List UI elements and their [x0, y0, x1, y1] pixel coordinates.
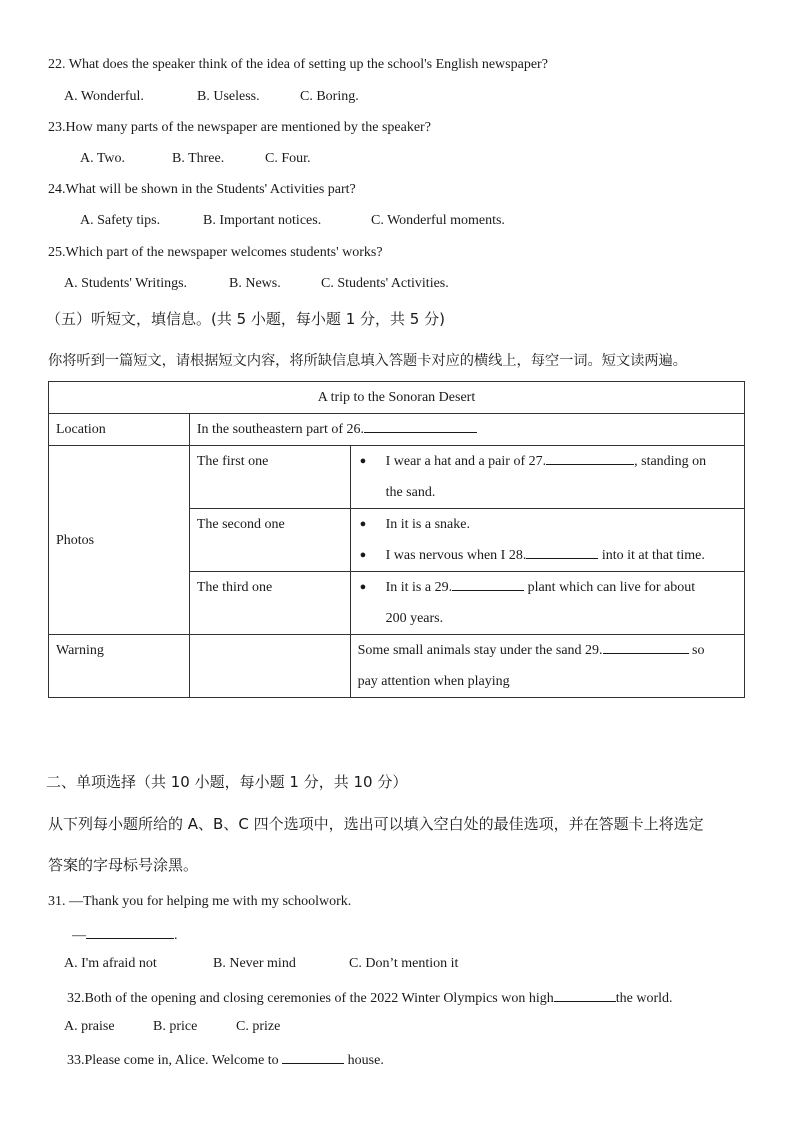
- photo2-cell: [350, 509, 744, 572]
- blank-31[interactable]: [86, 924, 174, 939]
- option-c: C. prize: [236, 1019, 281, 1034]
- option-c: C. Don’t mention it: [349, 956, 459, 971]
- question-25-options: [64, 275, 449, 293]
- photo3-text-c: 200 years.: [385, 611, 444, 626]
- question-33-stem-b: house.: [344, 1053, 384, 1068]
- table-title: A trip to the Sonoran Desert: [49, 382, 745, 414]
- photo1-cell: [350, 446, 744, 509]
- question-33-stem: [67, 1049, 384, 1070]
- question-32-stem-a: 32.Both of the opening and closing ceremonies of the 2022 Winter Olympics won high: [67, 991, 554, 1006]
- blank-30[interactable]: [603, 639, 689, 654]
- option-c: C. Students' Activities.: [321, 276, 449, 291]
- photo1-text-b: , standing on: [634, 454, 707, 469]
- photo3-text: [386, 572, 737, 634]
- option-c: C. Wonderful moments.: [371, 213, 505, 228]
- photo1-text-a: I wear a hat and a pair of 27.: [385, 454, 547, 469]
- option-b: B. Important notices.: [203, 213, 322, 228]
- warning-empty-cell: [189, 635, 350, 698]
- question-24-options: [80, 212, 505, 230]
- option-a: A. Safety tips.: [80, 213, 161, 228]
- photo2-line2-a: I was nervous when I 28.: [385, 548, 527, 563]
- photo3-cell: [350, 572, 744, 635]
- question-22-stem: 22. What does the speaker think of the idea of setting up the school's English newspaper?: [48, 57, 548, 72]
- blank-27[interactable]: [546, 450, 634, 465]
- warning-text-b: so: [688, 643, 705, 658]
- bullet-icon: ●: [359, 518, 367, 530]
- part-2-heading: 二、单项选择（共 10 小题，每小题 1 分，共 10 分）: [46, 773, 408, 791]
- option-b: B. price: [153, 1019, 198, 1034]
- blank-26[interactable]: [364, 418, 477, 433]
- blank-33[interactable]: [282, 1049, 344, 1064]
- option-c: C. Four.: [265, 151, 311, 166]
- photo3-label: The third one: [189, 572, 350, 635]
- option-b: B. Three.: [172, 151, 225, 166]
- blank-29[interactable]: [452, 576, 524, 591]
- bullet-icon: ●: [359, 549, 367, 561]
- question-22-options: [64, 88, 359, 106]
- part-2-instruction-1: 从下列每小题所给的 A、B、C 四个选项中，选出可以填入空白处的最佳选项，并在答题卡上将选定: [48, 815, 704, 833]
- blank-32[interactable]: [554, 987, 616, 1002]
- photo2-line1: In it is a snake.: [385, 517, 470, 532]
- photo3-text-b: plant which can live for about: [524, 580, 696, 595]
- photo2-line2-b: into it at that time.: [598, 548, 705, 563]
- option-b: B. Never mind: [213, 956, 296, 971]
- photo2-label: The second one: [189, 509, 350, 572]
- warning-text-a: Some small animals stay under the sand 29.: [357, 643, 603, 658]
- question-23-stem: 23.How many parts of the newspaper are mentioned by the speaker?: [48, 120, 431, 135]
- question-31-stem: 31. —Thank you for helping me with my schoolwork.: [48, 894, 352, 909]
- photo1-text-c: the sand.: [385, 485, 436, 500]
- blank-28[interactable]: [526, 544, 598, 559]
- section-5-instruction: 你将听到一篇短文，请根据短文内容，将所缺信息填入答题卡对应的横线上，每空一词。短文读两遍。: [48, 353, 687, 369]
- question-31-options: [64, 955, 458, 973]
- question-32-stem: [67, 987, 673, 1008]
- bullet-icon: ●: [359, 455, 367, 467]
- option-a: A. Two.: [80, 151, 126, 166]
- option-a: A. I'm afraid not: [64, 956, 157, 971]
- question-23-options: [80, 150, 311, 168]
- location-cell: [189, 414, 744, 446]
- option-b: B. Useless.: [197, 89, 260, 104]
- reply-dash: —: [72, 928, 86, 943]
- option-a: A. Students' Writings.: [64, 276, 188, 291]
- bullet-icon: ●: [359, 581, 367, 593]
- photo2-line2: [386, 540, 705, 571]
- question-32-options: [64, 1018, 280, 1036]
- option-c: C. Boring.: [300, 89, 359, 104]
- warning-text-c: pay attention when playing: [357, 674, 510, 689]
- option-a: A. praise: [64, 1019, 115, 1034]
- question-31-reply: [72, 924, 178, 945]
- warning-cell: [350, 635, 744, 698]
- location-label: Location: [49, 414, 190, 446]
- trip-table: [48, 381, 745, 698]
- question-33-stem-a: 33.Please come in, Alice. Welcome to: [67, 1053, 283, 1068]
- photo1-text: [386, 446, 737, 508]
- section-5-heading: （五）听短文，填信息。(共 5 小题，每小题 1 分，共 5 分): [46, 310, 445, 328]
- question-32-stem-b: the world.: [615, 991, 673, 1006]
- option-b: B. News.: [229, 276, 281, 291]
- location-text: In the southeastern part of 26.: [196, 422, 365, 437]
- photo3-text-a: In it is a 29.: [385, 580, 453, 595]
- question-25-stem: 25.Which part of the newspaper welcomes students' works?: [48, 245, 383, 260]
- photo1-label: The first one: [189, 446, 350, 509]
- warning-label: Warning: [49, 635, 190, 698]
- part-2-instruction-2: 答案的字母标号涂黑。: [48, 856, 199, 874]
- option-a: A. Wonderful.: [64, 89, 144, 104]
- reply-period: .: [174, 928, 178, 943]
- photos-label: Photos: [49, 446, 190, 635]
- question-24-stem: 24.What will be shown in the Students' Activities part?: [48, 182, 356, 197]
